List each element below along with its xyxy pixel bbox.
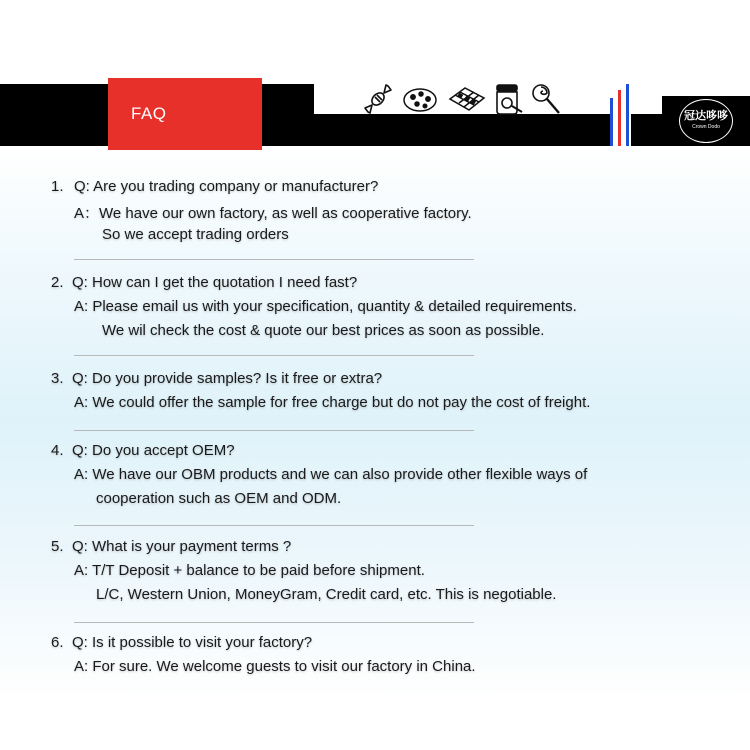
brand-logo-english: Crown Dodo <box>692 124 720 130</box>
question-text: Q: How can I get the quotation I need fast? <box>72 274 358 291</box>
answer-text-continued: We wil check the cost & quote our best prices as soon as possible. <box>102 322 545 339</box>
question-text: Q: Are you trading company or manufacturer? <box>74 178 379 195</box>
header-black-bar-middle <box>262 114 610 146</box>
cookie-icon <box>402 82 438 116</box>
brand-logo-chinese: 冠达哆哆 <box>684 110 728 122</box>
candy-icon <box>362 82 394 116</box>
question-text: Q: Do you provide samples? Is it free or extra? <box>72 370 383 387</box>
stripe-red <box>618 90 621 146</box>
question-number: 5. <box>51 538 64 555</box>
question-number: 1. <box>51 178 64 195</box>
question-number: 4. <box>51 442 64 459</box>
stripe-blue-tall <box>626 84 629 146</box>
answer-text-continued: L/C, Western Union, MoneyGram, Credit card, etc. This is negotiable. <box>96 586 557 603</box>
chocolate-bar-icon <box>448 82 486 116</box>
faq-divider <box>74 430 474 431</box>
answer-text-continued: So we accept trading orders <box>102 226 289 243</box>
question-number: 2. <box>51 274 64 291</box>
question-number: 3. <box>51 370 64 387</box>
faq-divider <box>74 622 474 623</box>
stripe-white <box>622 114 625 136</box>
answer-text-continued: cooperation such as OEM and ODM. <box>96 490 342 507</box>
faq-divider <box>74 355 474 356</box>
header-black-bar-left <box>0 84 110 146</box>
question-text: Q: Do you accept OEM? <box>72 442 235 459</box>
answer-text: A: We have our OBM products and we can also provide other flexible ways of <box>74 466 588 483</box>
color-stripes <box>608 84 632 146</box>
answer-text: A: For sure. We welcome guests to visit our factory in China. <box>74 658 476 675</box>
header-banner <box>0 0 750 160</box>
jar-icon <box>492 82 524 116</box>
answer-text: A：We have our own factory, as well as cooperative factory. <box>74 205 472 222</box>
stripe-blue <box>610 98 613 146</box>
faq-title: FAQ <box>131 104 167 123</box>
faq-divider <box>74 525 474 526</box>
question-text: Q: What is your payment terms ? <box>72 538 292 555</box>
faq-divider <box>74 259 474 260</box>
answer-text: A: Please email us with your specification, quantity & detailed requirements. <box>74 298 577 315</box>
faq-tab <box>108 78 262 150</box>
snack-icons <box>362 82 562 116</box>
brand-logo <box>679 99 733 143</box>
header-black-bar-step <box>262 84 314 114</box>
answer-text: A: We could offer the sample for free charge but do not pay the cost of freight. <box>74 394 591 411</box>
question-number: 6. <box>51 634 64 651</box>
question-text: Q: Is it possible to visit your factory? <box>72 634 313 651</box>
answer-text: A: T/T Deposit + balance to be paid before shipment. <box>74 562 425 579</box>
header-black-bar-right <box>631 114 663 146</box>
lollipop-icon <box>530 82 562 116</box>
